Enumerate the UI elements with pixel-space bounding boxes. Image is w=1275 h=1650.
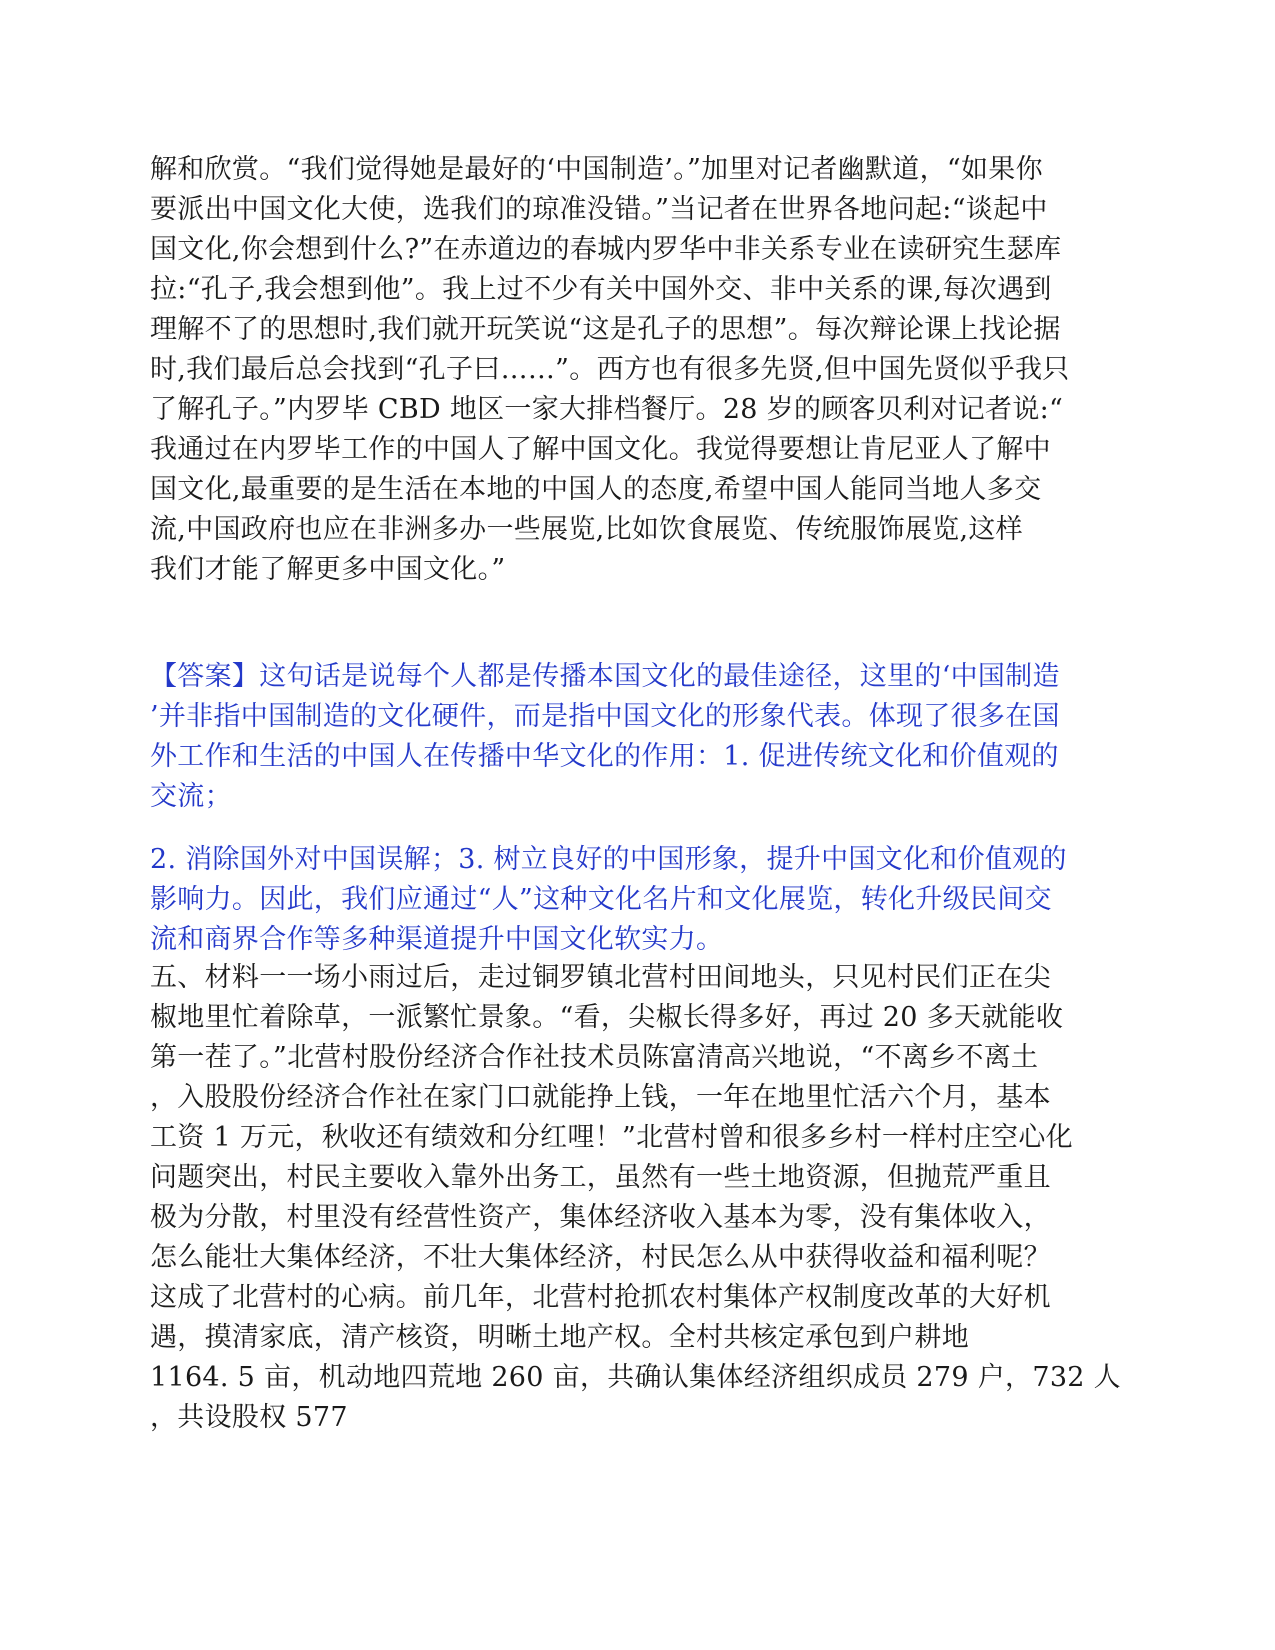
- text-line: 了解孔子。”内罗毕 CBD 地区一家大排档餐厅。28 岁的顾客贝利对记者说:“: [150, 394, 1064, 425]
- text-line: 解和欣赏。“我们觉得她是最好的‘中国制造’。”加里对记者幽默道，“如果你: [150, 154, 1043, 185]
- answer-paragraph: [150, 657, 1115, 817]
- answer-line: 2. 消除国外对中国误解；3. 树立良好的中国形象，提升中国文化和价值观的: [150, 844, 1067, 875]
- text-line: 怎么能壮大集体经济，不壮大集体经济，村民怎么从中获得收益和福利呢？: [150, 1242, 1051, 1273]
- text-line: 1164. 5 亩，机动地四荒地 260 亩，共确认集体经济组织成员 279 户，732 人: [150, 1362, 1121, 1393]
- text-line: ，入股股份经济合作社在家门口就能挣上钱，一年在地里忙活六个月，基本: [150, 1082, 1051, 1113]
- text-line: 第一茬了。”北营村股份经济合作社技术员陈富清高兴地说，“不离乡不离土: [150, 1042, 1039, 1073]
- answer-paragraph-continued: [150, 840, 1115, 960]
- answer-line: 影响力。因此，我们应通过“人”这种文化名片和文化展览，转化升级民间交: [150, 884, 1052, 915]
- text-line: 我通过在内罗毕工作的中国人了解中国文化。我觉得要想让肯尼亚人了解中: [150, 434, 1051, 465]
- text-line: 我们才能了解更多中国文化。”: [150, 554, 506, 585]
- text-line: 要派出中国文化大使，选我们的琼准没错。”当记者在世界各地问起:“谈起中: [150, 194, 1048, 225]
- text-line: 椒地里忙着除草，一派繁忙景象。“看，尖椒长得多好，再过 20 多天就能收: [150, 1002, 1064, 1033]
- text-line: 这成了北营村的心病。前几年，北营村抢抓农村集体产权制度改革的大好机: [150, 1282, 1051, 1313]
- text-line: 工资 1 万元，秋收还有绩效和分红哩！”北营村曾和很多乡村一样村庄空心化: [150, 1122, 1073, 1153]
- text-line: 理解不了的思想时,我们就开玩笑说“这是孔子的思想”。每次辩论课上找论据: [150, 314, 1061, 345]
- text-line: 拉:“孔子,我会想到他”。我上过不少有关中国外交、非中关系的课,每次遇到: [150, 274, 1052, 305]
- answer-line: ’并非指中国制造的文化硬件，而是指中国文化的形象代表。体现了很多在国: [150, 701, 1060, 732]
- material-paragraph: [150, 958, 1121, 1438]
- quote-paragraph: [150, 150, 1115, 590]
- text-line: 问题突出，村民主要收入靠外出务工，虽然有一些土地资源，但抛荒严重且: [150, 1162, 1051, 1193]
- text-line: 五、材料一一场小雨过后，走过铜罗镇北营村田间地头，只见村民们正在尖: [150, 962, 1051, 993]
- text-line: 遇，摸清家底，清产核资，明晰土地产权。全村共核定承包到户耕地: [150, 1322, 969, 1353]
- text-line: ，共设股权 577: [150, 1402, 348, 1433]
- answer-line: 外工作和生活的中国人在传播中华文化的作用：1. 促进传统文化和价值观的: [150, 741, 1059, 772]
- text-line: 时,我们最后总会找到“孔子曰……”。西方也有很多先贤,但中国先贤似乎我只: [150, 354, 1070, 385]
- answer-line: 交流；: [150, 781, 232, 812]
- answer-line: 流和商界合作等多种渠道提升中国文化软实力。: [150, 924, 724, 955]
- answer-line: 【答案】这句话是说每个人都是传播本国文化的最佳途径，这里的‘中国制造: [150, 661, 1060, 692]
- text-line: 国文化,你会想到什么?”在赤道边的春城内罗华中非关系专业在读研究生瑟库: [150, 234, 1062, 265]
- text-line: 国文化,最重要的是生活在本地的中国人的态度,希望中国人能同当地人多交: [150, 474, 1042, 505]
- text-line: 流,中国政府也应在非洲多办一些展览,比如饮食展览、传统服饰展览,这样: [150, 514, 1023, 545]
- text-line: 极为分散，村里没有经营性资产，集体经济收入基本为零，没有集体收入，: [150, 1202, 1051, 1233]
